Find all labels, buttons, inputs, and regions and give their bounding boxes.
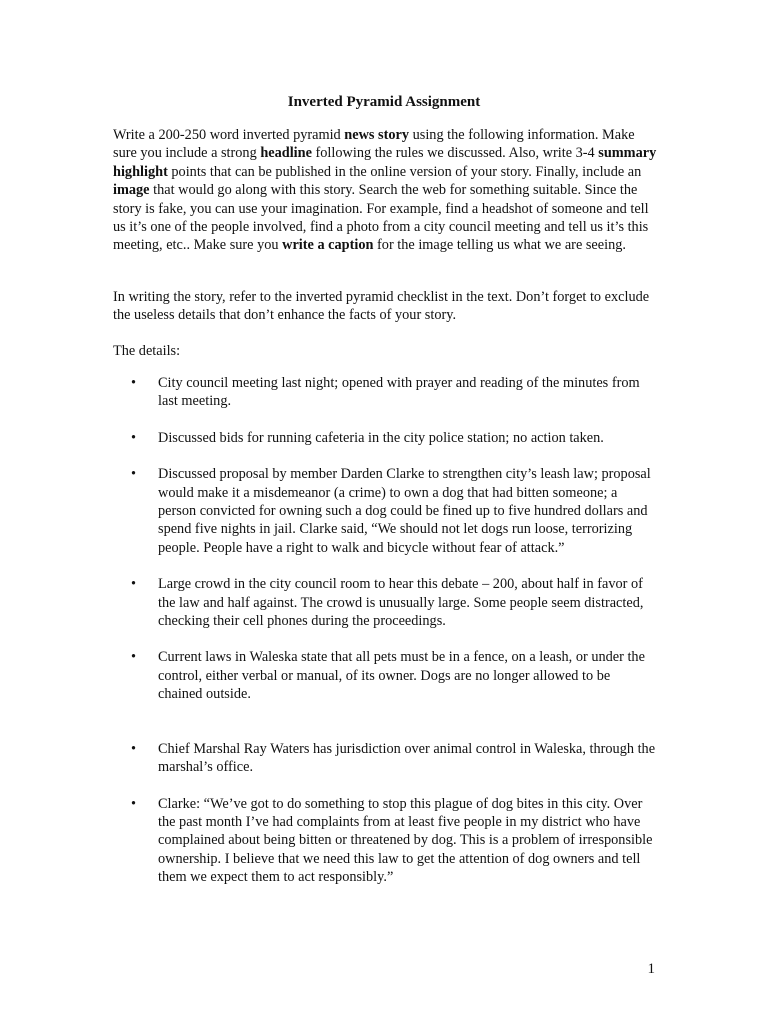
intro-bold-summary-highlight: summary highlight xyxy=(113,145,657,180)
intro-text-4: points that can be published in the online version of your story. Finally, include an xyxy=(167,163,642,180)
intro-bold-image: image xyxy=(113,182,150,199)
checklist-paragraph: In writing the story, refer to the inverted pyramid checklist in the text. Don’t forget to exclude the useless details that don’t enhance the facts of your story. xyxy=(113,289,650,324)
intro-bold-write-a-caption: write a caption xyxy=(282,237,374,254)
intro-paragraph xyxy=(113,126,658,255)
details-list xyxy=(113,374,658,905)
bullet-icon: • xyxy=(131,740,137,757)
list-item xyxy=(113,465,658,557)
intro-text-1: Write a 200-250 word inverted pyramid xyxy=(113,127,345,143)
list-item-text: Chief Marshal Ray Waters has jurisdiction over animal control in Waleska, through the marshal’s office. xyxy=(158,740,656,776)
list-item-text: City council meeting last night; opened with prayer and reading of the minutes from last meeting. xyxy=(158,375,640,410)
intro-text-3: following the rules we discussed. Also, write 3-4 xyxy=(311,145,599,162)
bullet-icon: • xyxy=(131,466,137,483)
list-item-text: Discussed bids for running cafeteria in the city police station; no action taken. xyxy=(158,429,604,446)
bullet-icon: • xyxy=(131,429,137,446)
details-label: The details: xyxy=(113,343,181,359)
list-item xyxy=(113,648,658,703)
intro-text-2: using the following information. Make sure you include a strong xyxy=(113,127,635,162)
bullet-icon: • xyxy=(131,649,137,666)
list-item-text: Discussed proposal by member Darden Clarke to strengthen city’s leash law; proposal would make it a misdemeanor (a crime) to own a dog that had bitten someone; a person convicted for owning such a dog could be fined up to five hundred dollars and spend five nights in jail. Clarke said, “We should not let dogs run loose, terrorizing people. People have a right to walk and bicycle without fear of attack.” xyxy=(158,466,651,556)
intro-bold-headline: headline xyxy=(260,145,312,162)
page-title: Inverted Pyramid Assignment xyxy=(287,94,481,110)
list-item-text: Large crowd in the city council room to hear this debate – 200, about half in favor of the law and half against. The crowd is unusually large. Some people seem distracted, checking their cell phones during the proceedings. xyxy=(158,576,644,630)
list-item-text: Current laws in Waleska state that all pets must be in a fence, on a leash, or under the control, either verbal or manual, of its owner. Dogs are no longer allowed to be chained outside. xyxy=(158,649,645,703)
bullet-icon: • xyxy=(131,375,137,391)
intro-text-5: that would go along with this story. Search the web for something suitable. Since the story is fake, you can use your imagination. For example, find a headshot of someone and tell us it’s one of the people involved, find a photo from a city council meeting and tell us it’s this meeting, etc.. Make sure you xyxy=(113,182,649,254)
list-item xyxy=(113,740,658,777)
list-item xyxy=(113,795,658,887)
bullet-icon: • xyxy=(131,576,137,593)
list-item xyxy=(113,575,658,630)
bullet-icon: • xyxy=(131,795,137,812)
intro-text-6: for the image telling us what we are seeing. xyxy=(373,237,626,254)
page-number: 1 xyxy=(647,961,655,977)
list-item xyxy=(113,374,658,411)
intro-bold-news-story: news story xyxy=(344,127,410,143)
list-item xyxy=(113,429,658,447)
list-item-text: Clarke: “We’ve got to do something to stop this plague of dog bites in this city. Over the past month I’ve had complaints from at least five people in my district who have complained about being bitten or threatened by dog. This is a problem of irresponsible ownership. I believe that we need this law to get the attention of dog owners and tell them we expect them to act responsibly.” xyxy=(158,795,653,886)
